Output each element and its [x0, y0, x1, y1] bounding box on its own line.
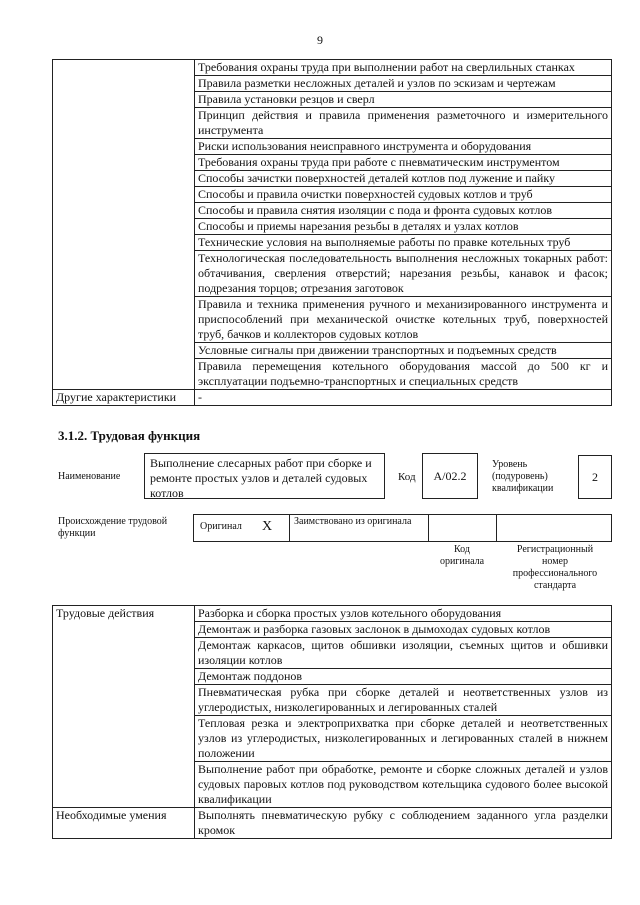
- borrowed-label: Заимствовано из оригинала: [294, 516, 412, 527]
- knowledge-item: Требования охраны труда при выполнении работ на сверлильных станках: [195, 60, 612, 76]
- labor-action-item: Тепловая резка и электроприхватка при сборке деталей и неответственных узлов из углеродистых, низколегированных и легированных сталей в нижнем положении: [195, 716, 612, 762]
- labor-action-item: Демонтаж поддонов: [195, 669, 612, 685]
- knowledge-item: Требования охраны труда при работе с пневматическим инструментом: [195, 155, 612, 171]
- actions-table: [52, 605, 612, 839]
- labor-action-item: Демонтаж и разборка газовых заслонок в дымоходах судовых котлов: [195, 622, 612, 638]
- reg-caption: Регистрационный номер профессионального стандарта: [512, 544, 598, 591]
- labor-action-item: Выполнение работ при обработке, ремонте и сборке сложных деталей и узлов судовых паровых котлов под руководством котельщика судового более высокой квалификации: [195, 762, 612, 808]
- knowledge-item: Способы и правила снятия изоляции с пода и фронта судовых котлов: [195, 203, 612, 219]
- knowledge-item: Способы зачистки поверхностей деталей котлов под лужение и пайку: [195, 171, 612, 187]
- code-caption: Код оригинала: [439, 544, 485, 567]
- required-skills-label: Необходимые умения: [53, 808, 195, 839]
- knowledge-table: [52, 59, 612, 406]
- other-characteristics-value: -: [195, 390, 612, 406]
- section-title: 3.1.2. Трудовая функция: [58, 428, 201, 443]
- knowledge-item: Принцип действия и правила применения разметочного и измерительного инструмента: [195, 108, 612, 139]
- knowledge-item: Правила разметки несложных деталей и узлов по эскизам и чертежам: [195, 76, 612, 92]
- original-mark: X: [262, 519, 273, 534]
- level-label: Уровень (подуровень) квалификации: [492, 459, 554, 494]
- knowledge-item: Технические условия на выполняемые работы по правке котельных труб: [195, 235, 612, 251]
- other-characteristics-label: Другие характеристики: [53, 390, 195, 406]
- knowledge-item: Правила установки резцов и сверл: [195, 92, 612, 108]
- knowledge-item: Способы и правила очистки поверхностей судовых котлов и труб: [195, 187, 612, 203]
- table-row: [53, 606, 612, 622]
- code-label: Код: [398, 471, 416, 483]
- name-label: Наименование: [58, 471, 121, 482]
- function-name: Выполнение слесарных работ при сборке и ремонте простых узлов и деталей судовых котлов: [150, 456, 372, 500]
- table-row: [53, 808, 612, 839]
- page-number: 9: [317, 33, 323, 47]
- knowledge-item: Условные сигналы при движении транспортных и подъемных средств: [195, 343, 612, 359]
- labor-action-item: Пневматическая рубка при сборке деталей и неответственных узлов из углеродистых, низколегированных и легированных сталей: [195, 685, 612, 716]
- labor-actions-label: Трудовые действия: [53, 606, 195, 808]
- level-value-box: [578, 455, 612, 499]
- knowledge-label-cell: [53, 60, 195, 390]
- level-value: 2: [592, 470, 598, 484]
- knowledge-item: Риски использования неисправного инструмента и оборудования: [195, 139, 612, 155]
- code-value-box: [422, 453, 478, 499]
- table-row: [53, 390, 612, 406]
- labor-action-item: Разборка и сборка простых узлов котельного оборудования: [195, 606, 612, 622]
- knowledge-item: Технологическая последовательность выполнения несложных токарных работ: обтачивания, сверления отверстий; нарезания резьбы, канавок и фасок; подрезания торцов; отрезания заготовок: [195, 251, 612, 297]
- original-label: Оригинал: [200, 521, 242, 532]
- knowledge-item: Правила перемещения котельного оборудования массой до 500 кг и эксплуатации подъемно-транспортных и специальных средств: [195, 359, 612, 390]
- labor-action-item: Демонтаж каркасов, щитов обшивки изоляции, съемных щитов и обшивки изоляции котлов: [195, 638, 612, 669]
- required-skill-item: Выполнять пневматическую рубку с соблюдением заданного угла разделки кромок: [195, 808, 612, 839]
- name-value-box: [144, 453, 385, 499]
- code-value: A/02.2: [433, 469, 467, 483]
- knowledge-item: Способы и приемы нарезания резьбы в деталях и узлах котлов: [195, 219, 612, 235]
- table-row: [53, 60, 612, 76]
- origin-label: Происхождение трудовой функции: [58, 516, 168, 539]
- knowledge-item: Правила и техника применения ручного и механизированного инструмента и приспособлений при механической очистке котельных труб, поверхностей труб, бачков и коллекторов судовых котлов: [195, 297, 612, 343]
